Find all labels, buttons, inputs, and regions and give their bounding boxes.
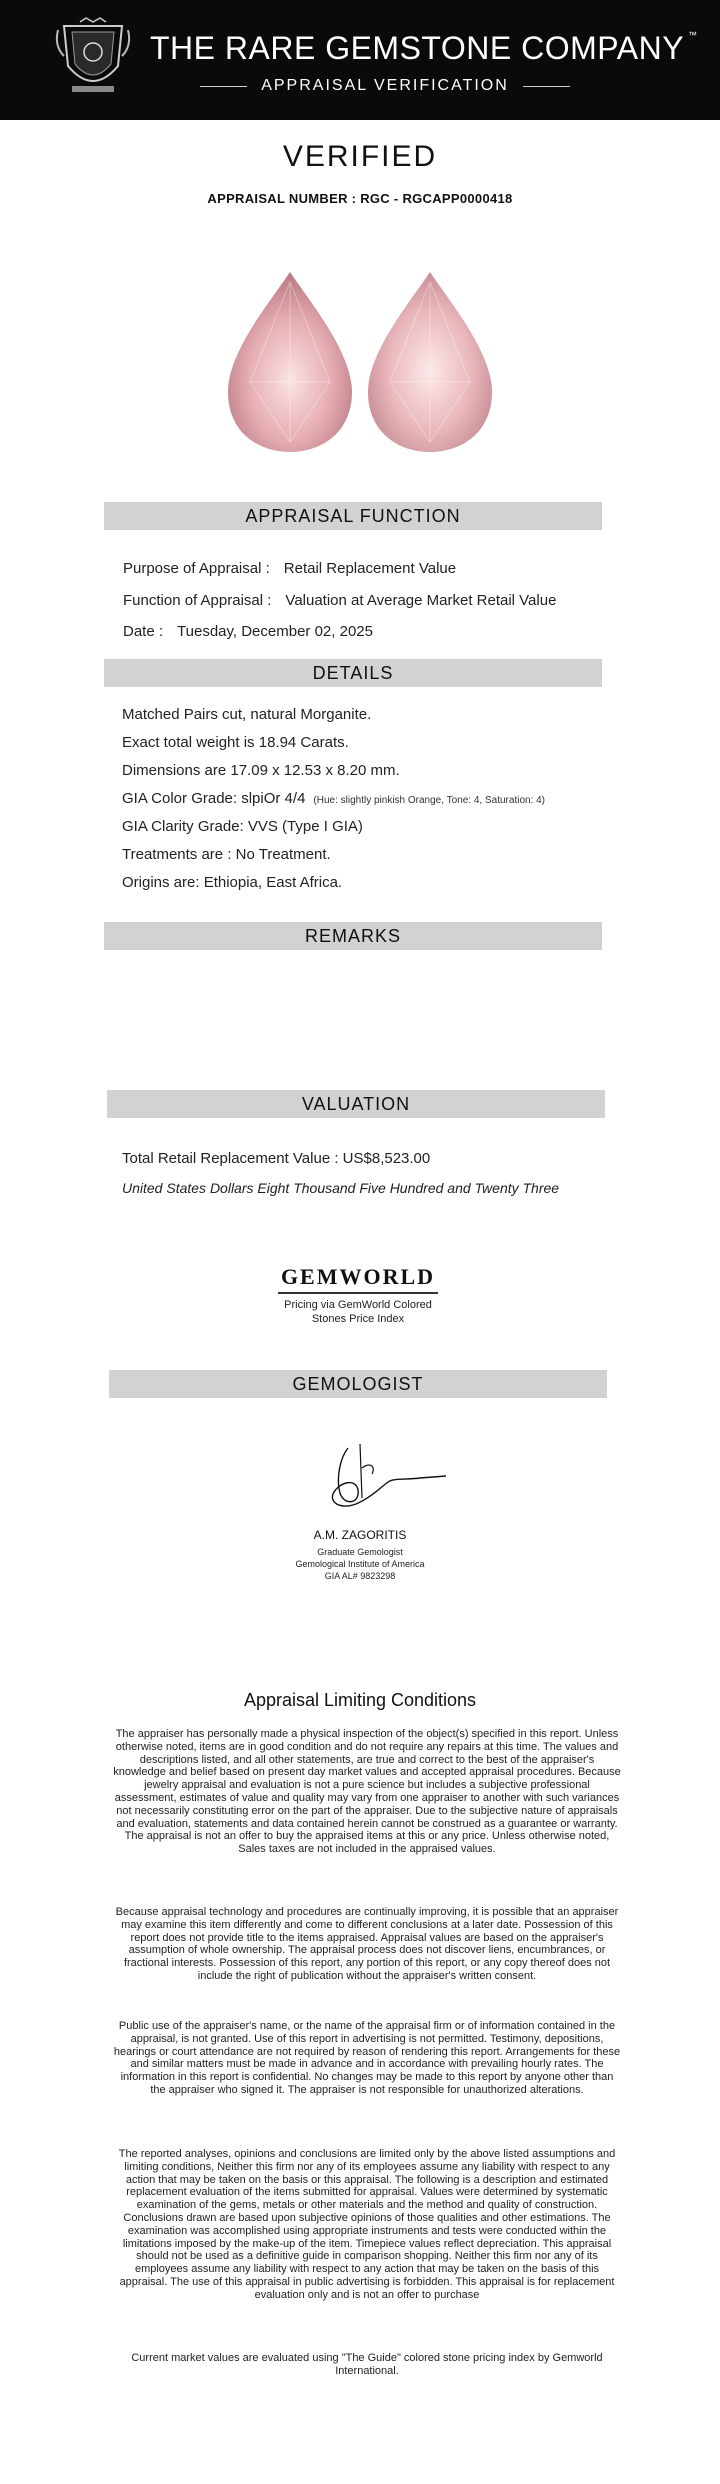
function-row <box>123 592 556 609</box>
gemstone-pair-image <box>210 262 510 462</box>
color-grade-note: (Hue: slightly pinkish Orange, Tone: 4, Saturation: 4) <box>313 795 546 806</box>
verified-status: VERIFIED <box>282 140 438 173</box>
limiting-conditions-paragraph: Public use of the appraiser's name, or the name of the appraisal firm or of information contained in the appraisal, is not granted. Use of this report in advertising is not permitted. Testimony, depositions, hearings or court attendance are not required by reason of rendering this report. Arrangements for these and similar matters must be made in advance and in accordance with prevailing hourly rates. The information in this report is confidential. No changes may be made to this report by anyone other than the appraiser who signed it. The appraiser is not responsible for unauthorized alterations. <box>113 2020 621 2096</box>
purpose-row <box>123 560 456 577</box>
gemworld-badge <box>258 1262 458 1352</box>
details-line: Exact total weight is 18.94 Carats. <box>122 734 349 751</box>
limiting-conditions-title: Appraisal Limiting Conditions <box>243 1690 477 1710</box>
gemologist-title: Graduate Gemologist <box>317 1547 403 1557</box>
limiting-conditions-paragraph: Current market values are evaluated using "The Guide" colored stone pricing index by Gemworld International. <box>131 2352 603 2377</box>
date-value: Tuesday, December 02, 2025 <box>177 623 373 640</box>
subtitle-text: APPRAISAL VERIFICATION <box>261 77 509 94</box>
subtitle-right-rule <box>523 86 570 87</box>
subtitle-left-rule <box>200 86 247 87</box>
color-grade: GIA Color Grade: slpiOr 4/4 <box>122 790 306 807</box>
purpose-label: Purpose of Appraisal : <box>123 560 270 577</box>
gemworld-logo: GEMWORLD <box>280 1264 436 1289</box>
appraisal-number: APPRAISAL NUMBER : RGC - RGCAPP0000418 <box>207 191 513 206</box>
gemologist-institute: Gemological Institute of America <box>295 1559 425 1569</box>
details-line: Dimensions are 17.09 x 12.53 x 8.20 mm. <box>122 762 400 779</box>
color-grade-row <box>122 790 545 807</box>
appraisal-function-heading: APPRAISAL FUNCTION <box>104 502 602 530</box>
gemologist-heading: GEMOLOGIST <box>109 1370 607 1398</box>
date-label: Date : <box>123 623 164 640</box>
function-value: Valuation at Average Market Retail Value <box>285 592 557 609</box>
function-label: Function of Appraisal : <box>123 592 272 609</box>
header-banner <box>0 0 720 120</box>
gemworld-rule <box>278 1292 438 1294</box>
details-line: Matched Pairs cut, natural Morganite. <box>122 706 372 723</box>
company-name: THE RARE GEMSTONE COMPANY ™ <box>150 30 698 66</box>
purpose-value: Retail Replacement Value <box>283 560 457 577</box>
crest-logo-icon <box>54 16 132 100</box>
origins: Origins are: Ethiopia, East Africa. <box>122 874 343 891</box>
date-row <box>123 623 373 640</box>
details-heading: DETAILS <box>104 659 602 687</box>
gemologist-name: A.M. ZAGORITIS <box>313 1528 407 1542</box>
value-in-words: United States Dollars Eight Thousand Five Hundred and Twenty Three <box>122 1180 560 1196</box>
valuation-heading: VALUATION <box>107 1090 605 1118</box>
total-value: Total Retail Replacement Value : US$8,523.00 <box>122 1150 431 1167</box>
gemologist-id: GIA AL# 9823298 <box>324 1571 396 1581</box>
limiting-conditions-paragraph: The reported analyses, opinions and conclusions are limited only by the above listed assumptions and limiting conditions, Neither this firm nor any of its employees assume any liability with respect to any action that may be taken on the basis or this appraisal. The following is a description and estimated replacement evaluation of the items submitted for appraisal. Values were determined by systematic examination of the gems, metals or other materials and the method and quality of construction. Conclusions drawn are based upon subjective opinions of those qualities and other estimations. The examination was accomplished using appropriate instruments and tests were conducted within the limitations imposed by the make-up of the item. Timepiece values reflect depreciation. This appraisal should not be used as a definitive guide in comparison shopping. Neither this firm nor any of its employees assume any liability with respect to any action that may be taken on the basis of this appraisal. The use of this appraisal in public advertising is forbidden. This appraisal is for replacement evaluation only and is not an offer to purchase <box>118 2148 616 2301</box>
gemworld-line1: Pricing via GemWorld Colored <box>284 1299 432 1311</box>
gemworld-line2: Stones Price Index <box>311 1313 405 1325</box>
limiting-conditions-paragraph: Because appraisal technology and procedures are continually improving, it is possible that an appraiser may examine this item differently and come to different conclusions at a later date. Possession of this report does not provide title to the items appraised. Appraisal values are based on the appraiser's assumption of whole ownership. The appraisal process does not discover liens, encumbrances, or fractional interests. Possession of this report, any portion of this report, or any copy thereof does not include the right of publication without the appraiser's written consent. <box>115 1906 619 1982</box>
treatments: Treatments are : No Treatment. <box>122 846 331 863</box>
trademark-symbol: ™ <box>688 30 698 40</box>
remarks-heading: REMARKS <box>104 922 602 950</box>
clarity-grade: GIA Clarity Grade: VVS (Type I GIA) <box>122 818 363 835</box>
subtitle-row <box>200 76 570 96</box>
signature-image <box>300 1438 450 1518</box>
limiting-conditions-paragraph: The appraiser has personally made a physical inspection of the object(s) specified in this report. Unless otherwise noted, items are in good condition and do not require any repairs at this time. The values and descriptions listed, and all other statements, are true and correct to the best of the appraiser's knowledge and belief based on present day market values and accepted appraisal procedures. Because jewelry appraisal and evaluation is not a pure science but includes a subjective professional assessment, estimates of value and quality may vary from one appraiser to another with such variances not necessarily constituting error on the part of the appraiser. Due to the subjective nature of appraisals and evaluation, statements and data contained herein cannot be construed as a guarantee or warranty. The appraisal is not an offer to buy the appraised items at this or any price. Unless otherwise noted, Sales taxes are not included in the appraised values. <box>113 1728 621 1856</box>
